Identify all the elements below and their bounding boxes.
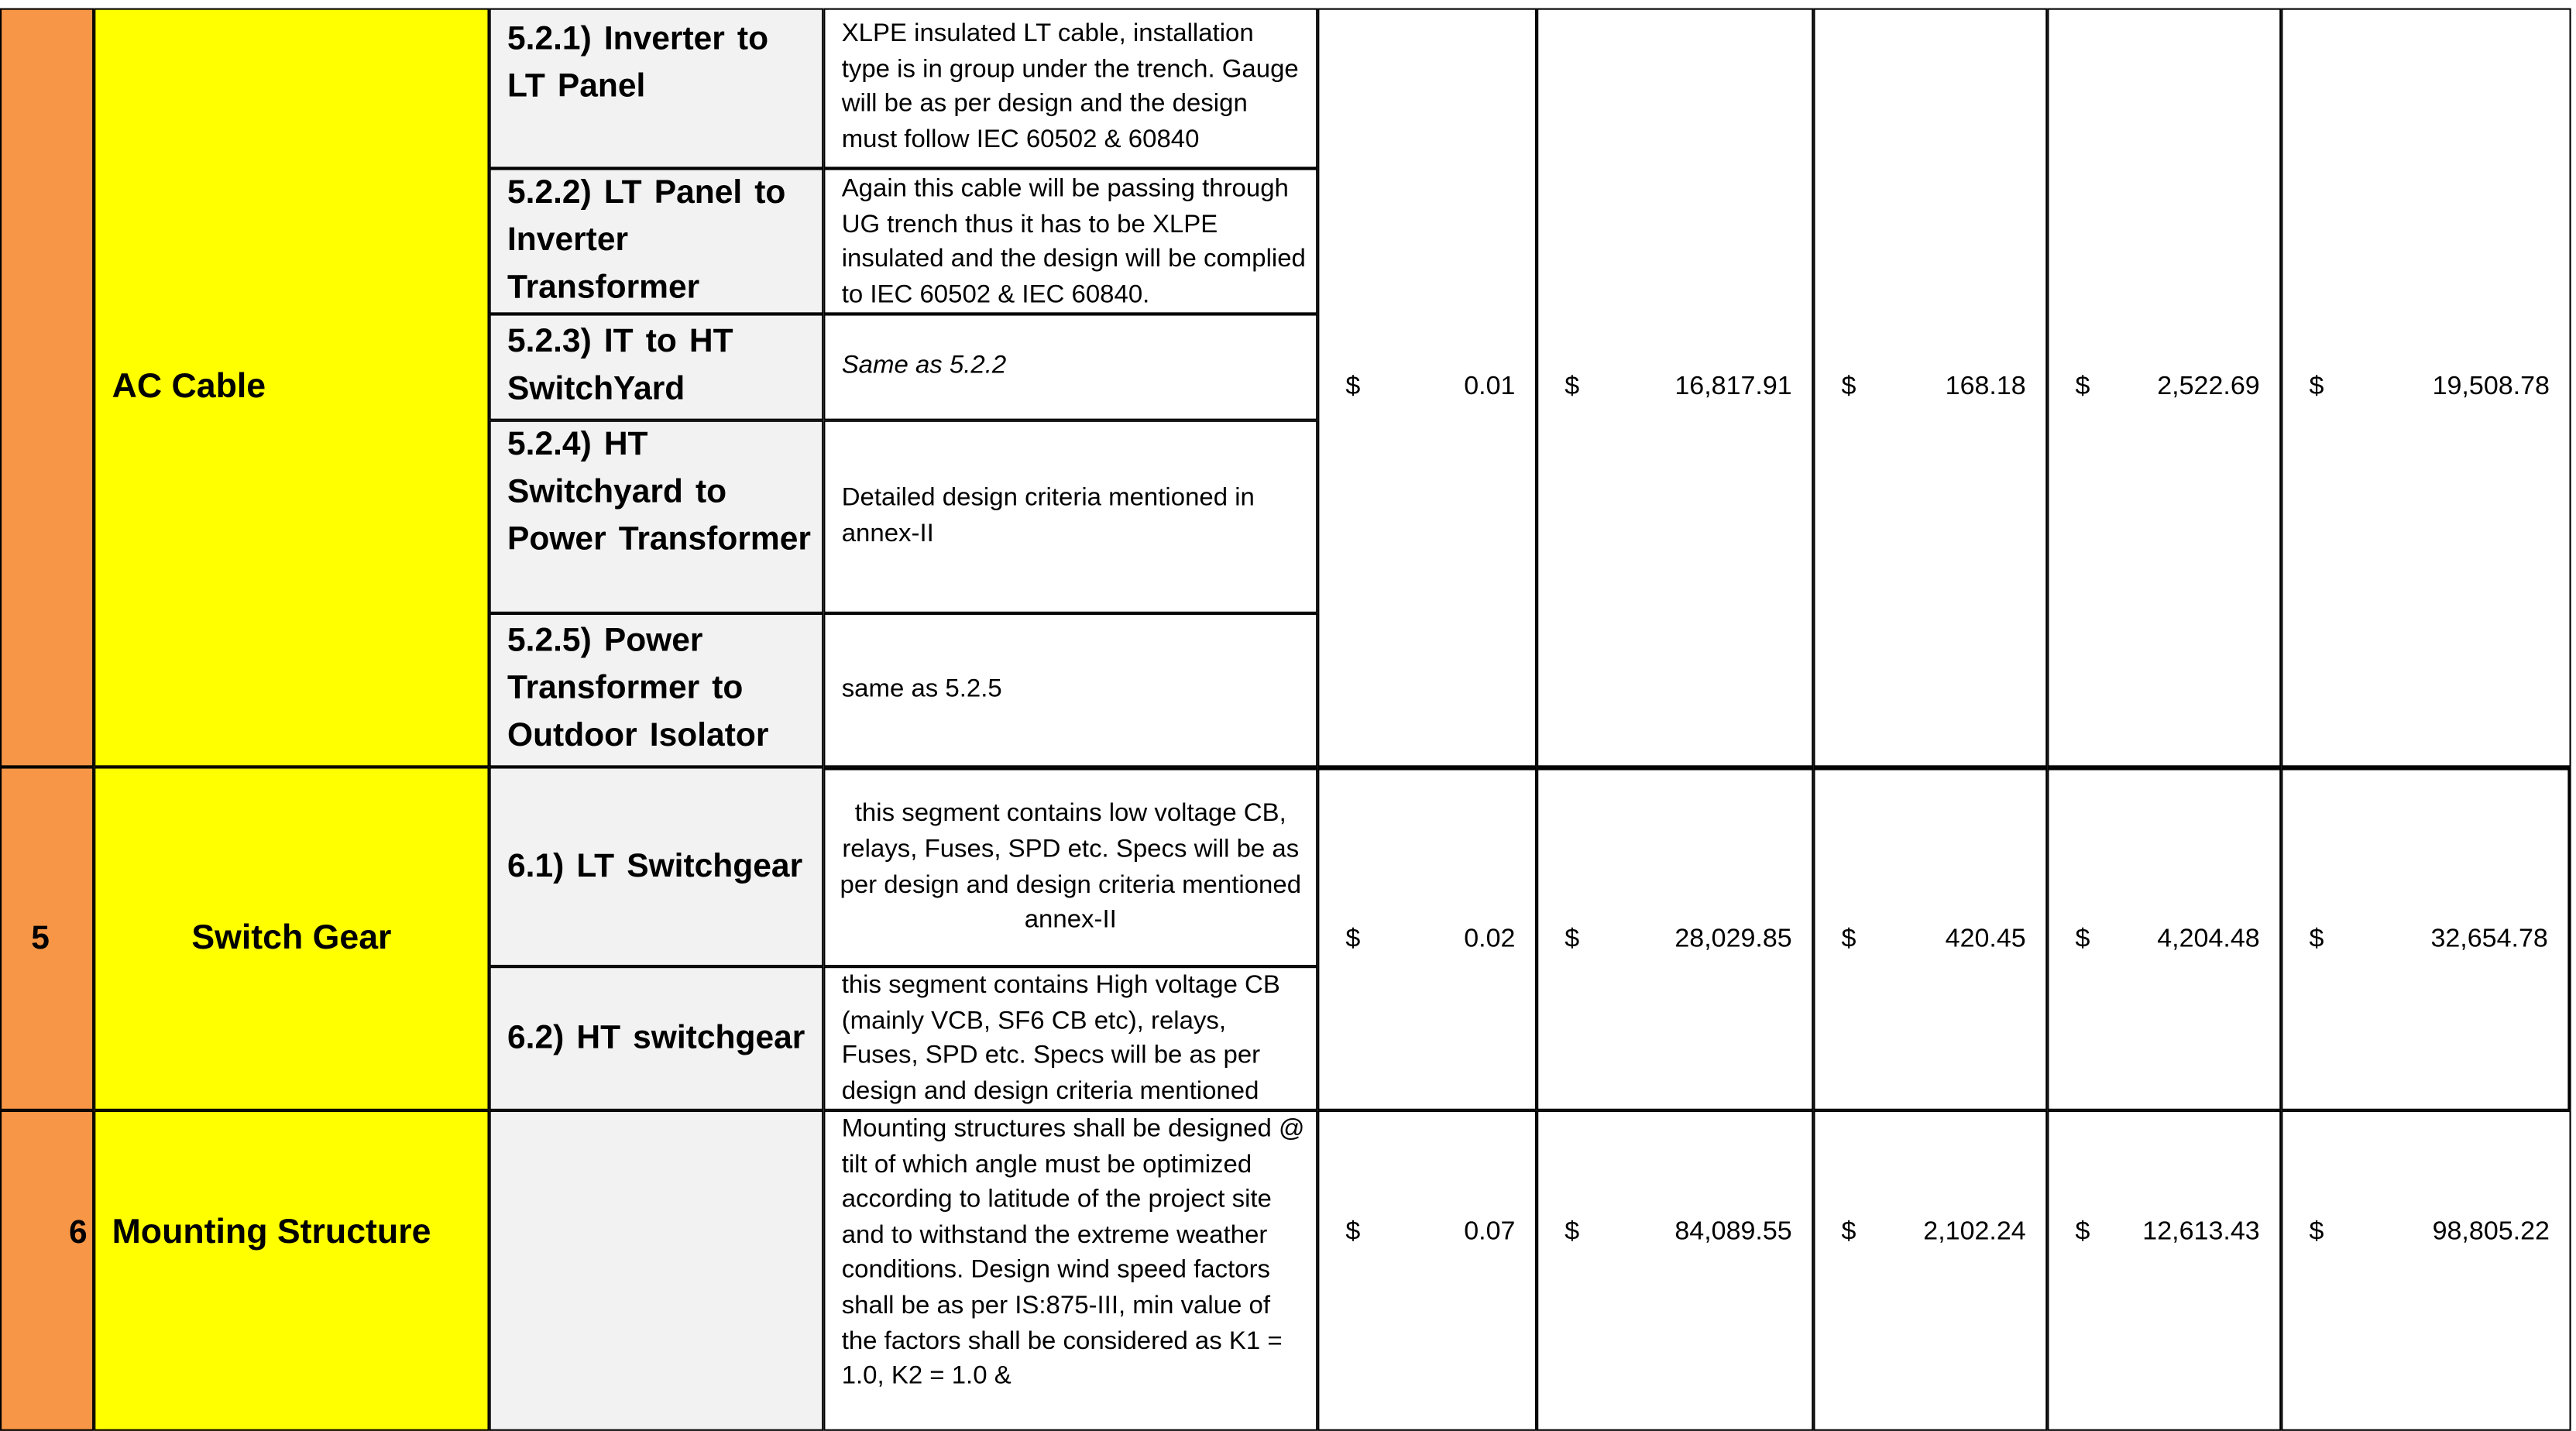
subitem-label: 5.2.3) IT to HT SwitchYard [507, 324, 733, 407]
description-text: Detailed design criteria mentioned in annex-II [841, 484, 1255, 548]
subitem-label-cell [489, 420, 824, 613]
description-text: Again this cable will be passing through UG trench thus it has to be XLPE insulated and the design will be complied to IEC 60502 & IEC 60840. [841, 174, 1306, 309]
subitem-label-cell [489, 314, 824, 420]
subitem-label-cell [489, 767, 824, 966]
description-text: Same as 5.2.2 [841, 351, 1007, 379]
amount-cell [1813, 1110, 2047, 1431]
description-cell [823, 966, 1317, 1110]
amount-cell [1317, 9, 1537, 767]
currency-symbol: $ [1564, 925, 1580, 953]
description-cell [823, 169, 1317, 314]
item-name: Mounting Structure [112, 1213, 431, 1251]
row-number: 5 [31, 919, 50, 956]
amount-value: 2,522.69 [2157, 372, 2260, 401]
amount-cell [1813, 767, 2047, 1110]
currency-symbol: $ [1841, 372, 1856, 401]
amount-cell [2281, 9, 2571, 767]
amount-value: 0.01 [1464, 372, 1516, 401]
amount-value: 84,089.55 [1674, 1218, 1792, 1247]
currency-symbol: $ [2075, 1218, 2090, 1247]
description-text: same as 5.2.5 [841, 675, 1002, 704]
currency-symbol: $ [1345, 372, 1361, 401]
currency-symbol: $ [1841, 925, 1856, 953]
subitem-label-cell [489, 613, 824, 767]
row-number: 6 [69, 1214, 88, 1251]
item-name-cell [94, 9, 489, 767]
currency-symbol: $ [2309, 1218, 2324, 1247]
currency-symbol: $ [1841, 1218, 1856, 1247]
amount-cell [2047, 1110, 2281, 1431]
row-number-cell [0, 1110, 94, 1431]
description-cell [823, 420, 1317, 613]
amount-cell [2047, 9, 2281, 767]
amount-value: 12,613.43 [2142, 1218, 2260, 1247]
description-cell [823, 1110, 1317, 1431]
subitem-label-cell [489, 9, 824, 169]
subitem-label-cell [489, 1110, 824, 1431]
amount-value: 0.02 [1464, 925, 1516, 953]
amount-value: 168.18 [1945, 372, 2026, 401]
currency-symbol: $ [2075, 925, 2090, 953]
amount-cell [2281, 1110, 2571, 1431]
subitem-label: 5.2.2) LT Panel to Inverter Transformer [507, 174, 786, 306]
subitem-label-cell [489, 966, 824, 1110]
subitem-label: 5.2.5) Power Transformer to Outdoor Isolator [507, 623, 769, 754]
amount-value: 19,508.78 [2432, 372, 2550, 401]
amount-cell [1537, 767, 1813, 1110]
subitem-label: 6.2) HT switchgear [507, 1019, 805, 1056]
amount-value: 2,102.24 [1923, 1218, 2026, 1247]
amount-cell [1537, 1110, 1813, 1431]
currency-symbol: $ [1345, 1218, 1361, 1247]
description-text: XLPE insulated LT cable, installation type is in group under the trench. Gauge will be as per design and the design must follow IEC 60502 & 60840 [841, 19, 1299, 154]
currency-symbol: $ [1564, 1218, 1580, 1247]
row-number-cell [0, 767, 94, 1110]
amount-value: 16,817.91 [1674, 372, 1792, 401]
currency-symbol: $ [2309, 372, 2324, 401]
subitem-label-cell [489, 169, 824, 314]
currency-symbol: $ [2075, 372, 2090, 401]
amount-cell [2047, 767, 2281, 1110]
item-name: Switch Gear [191, 918, 392, 957]
amount-value: 420.45 [1945, 925, 2026, 953]
amount-cell [1317, 767, 1537, 1110]
item-name-cell [94, 1110, 489, 1431]
description-text: this segment contains low voltage CB, relays, Fuses, SPD etc. Specs will be as per design and design criteria mentioned annex-II [840, 800, 1302, 935]
amount-value: 28,029.85 [1674, 925, 1792, 953]
amount-value: 98,805.22 [2432, 1218, 2550, 1247]
item-name: AC Cable [112, 368, 266, 406]
description-cell [823, 767, 1317, 966]
amount-value: 0.07 [1464, 1218, 1516, 1247]
description-text: this segment contains High voltage CB (mainly VCB, SF6 CB etc), relays, Fuses, SPD etc. Specs will be as per design and design criteria mentioned [841, 971, 1280, 1106]
amount-value: 32,654.78 [2430, 925, 2548, 953]
currency-symbol: $ [1564, 372, 1580, 401]
description-text: Mounting structures shall be designed @ tilt of which angle must be optimized according to latitude of the project site and to withstand the extreme weather conditions. Design wind speed factors shall be as per IS:875-III, min value of the factors shall be considered as K1 = 1.0, K2 = 1.0 & [841, 1115, 1305, 1391]
description-cell [823, 9, 1317, 169]
row-number-cell [0, 9, 94, 767]
amount-cell [2281, 767, 2571, 1110]
amount-cell [1317, 1110, 1537, 1431]
amount-cell [1537, 9, 1813, 767]
currency-symbol: $ [1345, 925, 1361, 953]
amount-cell [1813, 9, 2047, 767]
description-cell [823, 314, 1317, 420]
item-name-cell [94, 767, 489, 1110]
subitem-label: 5.2.1) Inverter to LT Panel [507, 21, 769, 105]
currency-symbol: $ [2309, 925, 2324, 953]
subitem-label: 5.2.4) HT Switchyard to Power Transformer [507, 427, 811, 558]
amount-value: 4,204.48 [2157, 925, 2260, 953]
subitem-label: 6.1) LT Switchgear [507, 847, 803, 884]
description-cell [823, 613, 1317, 767]
